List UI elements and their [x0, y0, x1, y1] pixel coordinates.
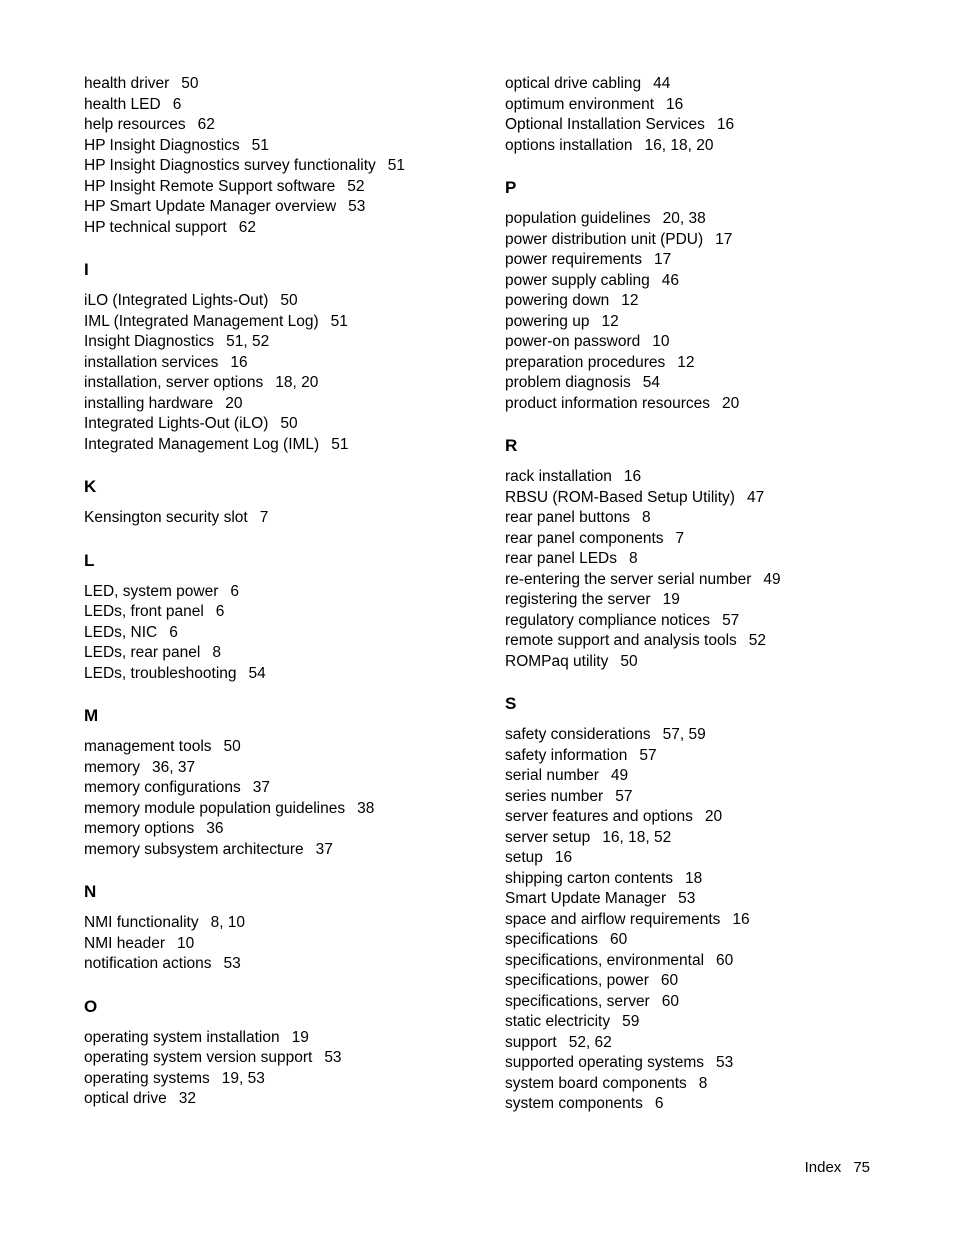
index-term: rear panel buttons	[505, 509, 630, 526]
index-term: setup	[505, 849, 543, 866]
index-section-k	[84, 476, 484, 529]
section-letter-heading: M	[84, 706, 99, 725]
index-term: re-entering the server serial number	[505, 570, 752, 588]
index-page-refs[interactable]: 47	[746, 488, 765, 506]
index-entry	[505, 271, 925, 292]
index-term: optimum environment	[505, 95, 655, 113]
index-term: serial number	[505, 767, 599, 784]
index-entry	[505, 910, 925, 931]
index-entry	[505, 807, 925, 828]
index-page-refs[interactable]: 12	[601, 312, 619, 330]
index-term: installing hardware	[84, 394, 214, 412]
index-term: health driver	[84, 75, 170, 92]
footer-label: Index	[804, 1159, 842, 1176]
index-page-refs[interactable]: 50	[223, 738, 241, 755]
index-entry	[84, 312, 484, 333]
index-entry	[505, 95, 925, 116]
index-page-refs[interactable]: 50	[620, 652, 638, 670]
index-term: health LED	[84, 95, 161, 113]
index-entry	[505, 631, 925, 652]
index-term: safety considerations	[505, 726, 651, 743]
index-entry	[505, 746, 925, 767]
index-term: Optional Installation Services	[505, 116, 705, 133]
index-term: HP Insight Diagnostics	[84, 136, 240, 154]
index-page-refs[interactable]: 37	[315, 840, 333, 858]
index-page-refs[interactable]: 46	[661, 271, 680, 289]
index-entry	[505, 250, 925, 271]
index-entry	[84, 1028, 484, 1049]
index-entry	[84, 414, 484, 435]
index-term: static electricity	[505, 1013, 611, 1030]
index-entry	[505, 828, 925, 849]
index-page-refs[interactable]: 8	[629, 550, 638, 567]
index-term: shipping carton contents	[505, 869, 674, 887]
index-entry	[84, 435, 484, 456]
index-page-refs[interactable]: 53	[678, 890, 696, 907]
index-entry	[84, 582, 484, 603]
index-page-refs[interactable]: 49	[610, 767, 629, 784]
index-page-refs[interactable]: 52, 62	[568, 1033, 612, 1051]
section-letter-heading: I	[84, 260, 89, 279]
index-term: NMI functionality	[84, 914, 199, 931]
index-page-refs[interactable]: 60	[716, 951, 734, 969]
index-page-refs[interactable]: 62	[238, 218, 256, 236]
index-page-refs[interactable]: 54	[642, 374, 661, 391]
index-term: server setup	[505, 828, 591, 846]
index-entry	[84, 758, 484, 779]
index-page-refs[interactable]: 54	[248, 664, 266, 682]
index-entry	[84, 1069, 484, 1090]
index-page-refs[interactable]: 50	[181, 75, 199, 92]
index-term: installation, server options	[84, 374, 264, 391]
index-page-refs[interactable]: 49	[763, 570, 781, 588]
index-entry	[505, 590, 925, 611]
index-term: population guidelines	[505, 210, 651, 227]
index-term: HP Insight Diagnostics survey functionality	[84, 157, 376, 174]
index-entry	[505, 787, 925, 808]
index-entry	[84, 664, 484, 685]
index-section-p	[505, 177, 925, 414]
index-page-refs[interactable]: 62	[197, 116, 215, 133]
index-page-refs[interactable]: 51	[251, 136, 269, 154]
index-page-refs[interactable]: 52	[347, 177, 365, 195]
index-term: optical drive	[84, 1090, 167, 1107]
index-term: server features and options	[505, 808, 693, 825]
section-letter-heading: L	[84, 550, 95, 570]
index-page-refs[interactable]: 37	[252, 779, 271, 796]
index-term: LED, system power	[84, 582, 219, 600]
index-page-refs[interactable]: 16	[230, 353, 248, 371]
index-page-refs[interactable]: 12	[677, 353, 695, 371]
index-section-i	[84, 259, 484, 455]
index-page-refs[interactable]: 8	[641, 509, 651, 526]
index-term: safety information	[505, 746, 628, 764]
index-entry	[505, 394, 925, 415]
index-term: series number	[505, 787, 604, 805]
index-entry	[505, 488, 925, 509]
index-entry	[84, 799, 484, 820]
index-page-refs[interactable]: 20, 38	[662, 210, 706, 227]
index-term: specifications, server	[505, 992, 650, 1010]
index-term: rack installation	[505, 468, 612, 485]
index-entry	[84, 353, 484, 374]
index-page-refs[interactable]: 50	[280, 292, 298, 309]
index-term: memory subsystem architecture	[84, 840, 304, 858]
index-term: options installation	[505, 136, 633, 154]
index-term: Smart Update Manager	[505, 890, 667, 907]
index-section-r	[505, 435, 925, 672]
index-term: memory module population guidelines	[84, 799, 346, 817]
index-term: notification actions	[84, 955, 212, 972]
index-section-s	[505, 693, 925, 1115]
index-entry	[505, 332, 925, 353]
index-entry	[505, 1094, 925, 1115]
index-term: specifications, environmental	[505, 951, 705, 969]
section-letter-heading: N	[84, 882, 97, 901]
index-term: memory options	[84, 820, 195, 837]
index-term: LEDs, rear panel	[84, 644, 201, 661]
index-entry	[505, 115, 925, 136]
index-entry	[505, 1074, 925, 1095]
index-entry	[84, 291, 484, 312]
index-term: support	[505, 1033, 557, 1051]
page-footer	[805, 1158, 870, 1178]
index-page-refs[interactable]: 7	[259, 509, 269, 526]
index-entry	[84, 373, 484, 394]
index-page-refs[interactable]: 19, 53	[221, 1069, 265, 1087]
index-section-o	[84, 996, 484, 1110]
index-entry	[84, 840, 484, 861]
index-page-refs[interactable]: 50	[280, 415, 298, 432]
index-page-refs[interactable]: 16	[732, 910, 750, 928]
index-page-refs[interactable]: 38	[357, 799, 375, 817]
index-page-refs[interactable]: 53	[716, 1054, 734, 1071]
index-term: power-on password	[505, 333, 641, 350]
index-term: problem diagnosis	[505, 374, 631, 391]
index-section-continued	[505, 74, 925, 156]
index-entry	[505, 930, 925, 951]
index-page-refs[interactable]: 7	[675, 529, 685, 547]
index-section-continued	[84, 74, 484, 238]
index-entry	[505, 467, 925, 488]
index-term: specifications	[505, 931, 599, 948]
index-entry	[84, 136, 484, 157]
index-entry	[84, 508, 484, 529]
section-letter-heading: S	[505, 694, 517, 713]
index-entry	[505, 312, 925, 333]
index-page-refs[interactable]: 20	[722, 394, 740, 412]
index-entry	[84, 95, 484, 116]
index-page-refs[interactable]: 10	[652, 333, 670, 350]
index-page-refs[interactable]: 17	[715, 230, 733, 248]
index-term: LEDs, front panel	[84, 603, 204, 620]
index-term: ROMPaq utility	[505, 652, 609, 670]
index-term: rear panel components	[505, 529, 664, 547]
index-entry	[84, 197, 484, 218]
index-section-l	[84, 550, 484, 685]
index-entry	[505, 971, 925, 992]
index-term: memory	[84, 758, 140, 776]
index-entry	[505, 291, 925, 312]
index-page-refs[interactable]: 60	[661, 992, 679, 1010]
index-page-refs[interactable]: 51	[387, 157, 406, 174]
index-term: NMI header	[84, 934, 165, 952]
index-entry	[505, 570, 925, 591]
index-page-refs[interactable]: 8	[212, 644, 221, 661]
index-term: IML (Integrated Management Log)	[84, 312, 319, 330]
index-entry	[84, 394, 484, 415]
index-term: power distribution unit (PDU)	[505, 230, 704, 248]
index-page-refs[interactable]: 60	[660, 972, 679, 989]
index-entry	[505, 136, 925, 157]
index-entry	[505, 1053, 925, 1074]
index-page-refs[interactable]: 16	[623, 468, 642, 485]
index-term: HP Insight Remote Support software	[84, 177, 336, 195]
index-page-refs[interactable]: 53	[223, 955, 241, 972]
index-entry	[84, 623, 484, 644]
index-page-refs[interactable]: 36, 37	[151, 758, 196, 776]
index-page-refs[interactable]: 16, 18, 52	[602, 828, 672, 846]
index-page-refs[interactable]: 32	[178, 1090, 196, 1107]
index-entry	[84, 602, 484, 623]
index-term: HP Smart Update Manager overview	[84, 198, 337, 215]
index-term: iLO (Integrated Lights-Out)	[84, 292, 269, 309]
index-entry	[505, 508, 925, 529]
index-term: management tools	[84, 738, 212, 755]
index-page-refs[interactable]: 16, 18, 20	[644, 136, 714, 154]
index-column-right	[505, 74, 925, 1115]
index-term: RBSU (ROM-Based Setup Utility)	[505, 488, 735, 506]
index-page-refs[interactable]: 51, 52	[226, 333, 270, 350]
index-entry	[505, 373, 925, 394]
index-entry	[505, 611, 925, 632]
index-entry	[84, 819, 484, 840]
index-entry	[84, 737, 484, 758]
index-term: system components	[505, 1095, 643, 1112]
index-entry	[84, 934, 484, 955]
index-entry	[505, 848, 925, 869]
index-page-refs[interactable]: 6	[215, 603, 225, 620]
index-entry	[84, 218, 484, 239]
index-term: powering up	[505, 312, 590, 330]
index-entry	[505, 549, 925, 570]
index-page-refs[interactable]: 18	[685, 869, 703, 887]
index-term: memory configurations	[84, 779, 241, 796]
index-page-refs[interactable]: 6	[169, 623, 178, 641]
index-term: powering down	[505, 292, 610, 309]
index-term: Kensington security slot	[84, 509, 248, 526]
index-term: help resources	[84, 116, 186, 133]
index-page-refs[interactable]: 57, 59	[662, 726, 706, 743]
index-section-n	[84, 881, 484, 975]
index-page-refs[interactable]: 20	[225, 394, 243, 412]
index-entry	[84, 913, 484, 934]
section-letter-heading: P	[505, 178, 517, 197]
index-entry	[505, 889, 925, 910]
index-page-refs[interactable]: 17	[653, 251, 672, 268]
index-page-refs[interactable]: 16	[666, 95, 684, 113]
index-term: regulatory compliance notices	[505, 611, 711, 629]
index-page-refs[interactable]: 19	[291, 1028, 309, 1046]
index-term: system board components	[505, 1074, 687, 1092]
index-page-refs[interactable]: 18, 20	[275, 374, 319, 391]
index-term: product information resources	[505, 394, 711, 412]
index-entry	[84, 1048, 484, 1069]
index-column-left	[84, 74, 484, 1110]
index-term: operating systems	[84, 1069, 210, 1087]
index-entry	[505, 529, 925, 550]
index-page-refs[interactable]: 10	[176, 934, 195, 952]
index-entry	[505, 652, 925, 673]
index-page-refs[interactable]: 53	[348, 198, 366, 215]
index-entry	[505, 1012, 925, 1033]
index-page-refs[interactable]: 44	[653, 75, 671, 92]
footer-page-number: 75	[853, 1159, 870, 1176]
index-page-refs[interactable]: 19	[662, 591, 680, 608]
index-entry	[84, 115, 484, 136]
index-page-refs[interactable]: 59	[622, 1013, 640, 1030]
index-page-refs[interactable]: 8	[698, 1074, 708, 1092]
index-entry	[84, 954, 484, 975]
index-term: specifications, power	[505, 972, 649, 989]
index-term: Integrated Lights-Out (iLO)	[84, 415, 269, 432]
index-entry	[505, 1033, 925, 1054]
index-term: registering the server	[505, 591, 651, 608]
index-entry	[84, 1089, 484, 1110]
index-entry	[505, 230, 925, 251]
index-term: power supply cabling	[505, 271, 650, 289]
index-page-refs[interactable]: 57	[722, 611, 740, 629]
index-entry	[84, 778, 484, 799]
section-letter-heading: R	[505, 436, 518, 455]
index-term: operating system version support	[84, 1049, 313, 1066]
index-page-refs[interactable]: 57	[639, 746, 657, 764]
index-term: operating system installation	[84, 1028, 280, 1046]
index-term: remote support and analysis tools	[505, 632, 737, 649]
index-entry	[84, 643, 484, 664]
index-page-refs[interactable]: 8, 10	[210, 914, 246, 931]
index-entry	[84, 177, 484, 198]
index-entry	[84, 332, 484, 353]
index-page-refs[interactable]: 20	[704, 808, 723, 825]
index-page-refs[interactable]: 16	[716, 116, 735, 133]
index-page-refs[interactable]: 52	[748, 632, 767, 649]
index-term: LEDs, troubleshooting	[84, 664, 237, 682]
index-page-refs[interactable]: 6	[172, 95, 182, 113]
index-entry	[505, 869, 925, 890]
section-letter-heading: K	[84, 477, 97, 496]
index-page-refs[interactable]: 6	[654, 1095, 664, 1112]
index-term: Integrated Management Log (IML)	[84, 435, 320, 453]
index-page-refs[interactable]: 53	[324, 1049, 342, 1066]
index-entry	[505, 725, 925, 746]
index-page-refs[interactable]: 6	[230, 582, 240, 600]
index-entry	[505, 766, 925, 787]
index-term: supported operating systems	[505, 1054, 705, 1071]
index-page-refs[interactable]: 51	[331, 435, 349, 453]
index-entry	[505, 951, 925, 972]
index-term: optical drive cabling	[505, 75, 642, 92]
index-term: power requirements	[505, 251, 642, 268]
index-entry	[505, 74, 925, 95]
index-entry	[505, 353, 925, 374]
index-page-refs[interactable]: 51	[330, 312, 348, 330]
index-term: HP technical support	[84, 218, 227, 236]
index-entry	[84, 74, 484, 95]
index-entry	[505, 209, 925, 230]
index-page-refs[interactable]: 36	[206, 820, 224, 837]
index-term: installation services	[84, 353, 219, 371]
index-term: LEDs, NIC	[84, 623, 158, 641]
index-page-refs[interactable]: 16	[554, 849, 573, 866]
index-entry	[505, 992, 925, 1013]
index-page-refs[interactable]: 57	[615, 787, 633, 805]
index-entry	[84, 156, 484, 177]
section-letter-heading: O	[84, 996, 98, 1016]
index-term: Insight Diagnostics	[84, 333, 215, 350]
index-term: rear panel LEDs	[505, 550, 618, 567]
index-term: preparation procedures	[505, 353, 666, 371]
index-page-refs[interactable]: 60	[610, 931, 628, 948]
index-section-m	[84, 705, 484, 860]
index-page-refs[interactable]: 12	[621, 292, 639, 309]
index-term: space and airflow requirements	[505, 910, 721, 928]
